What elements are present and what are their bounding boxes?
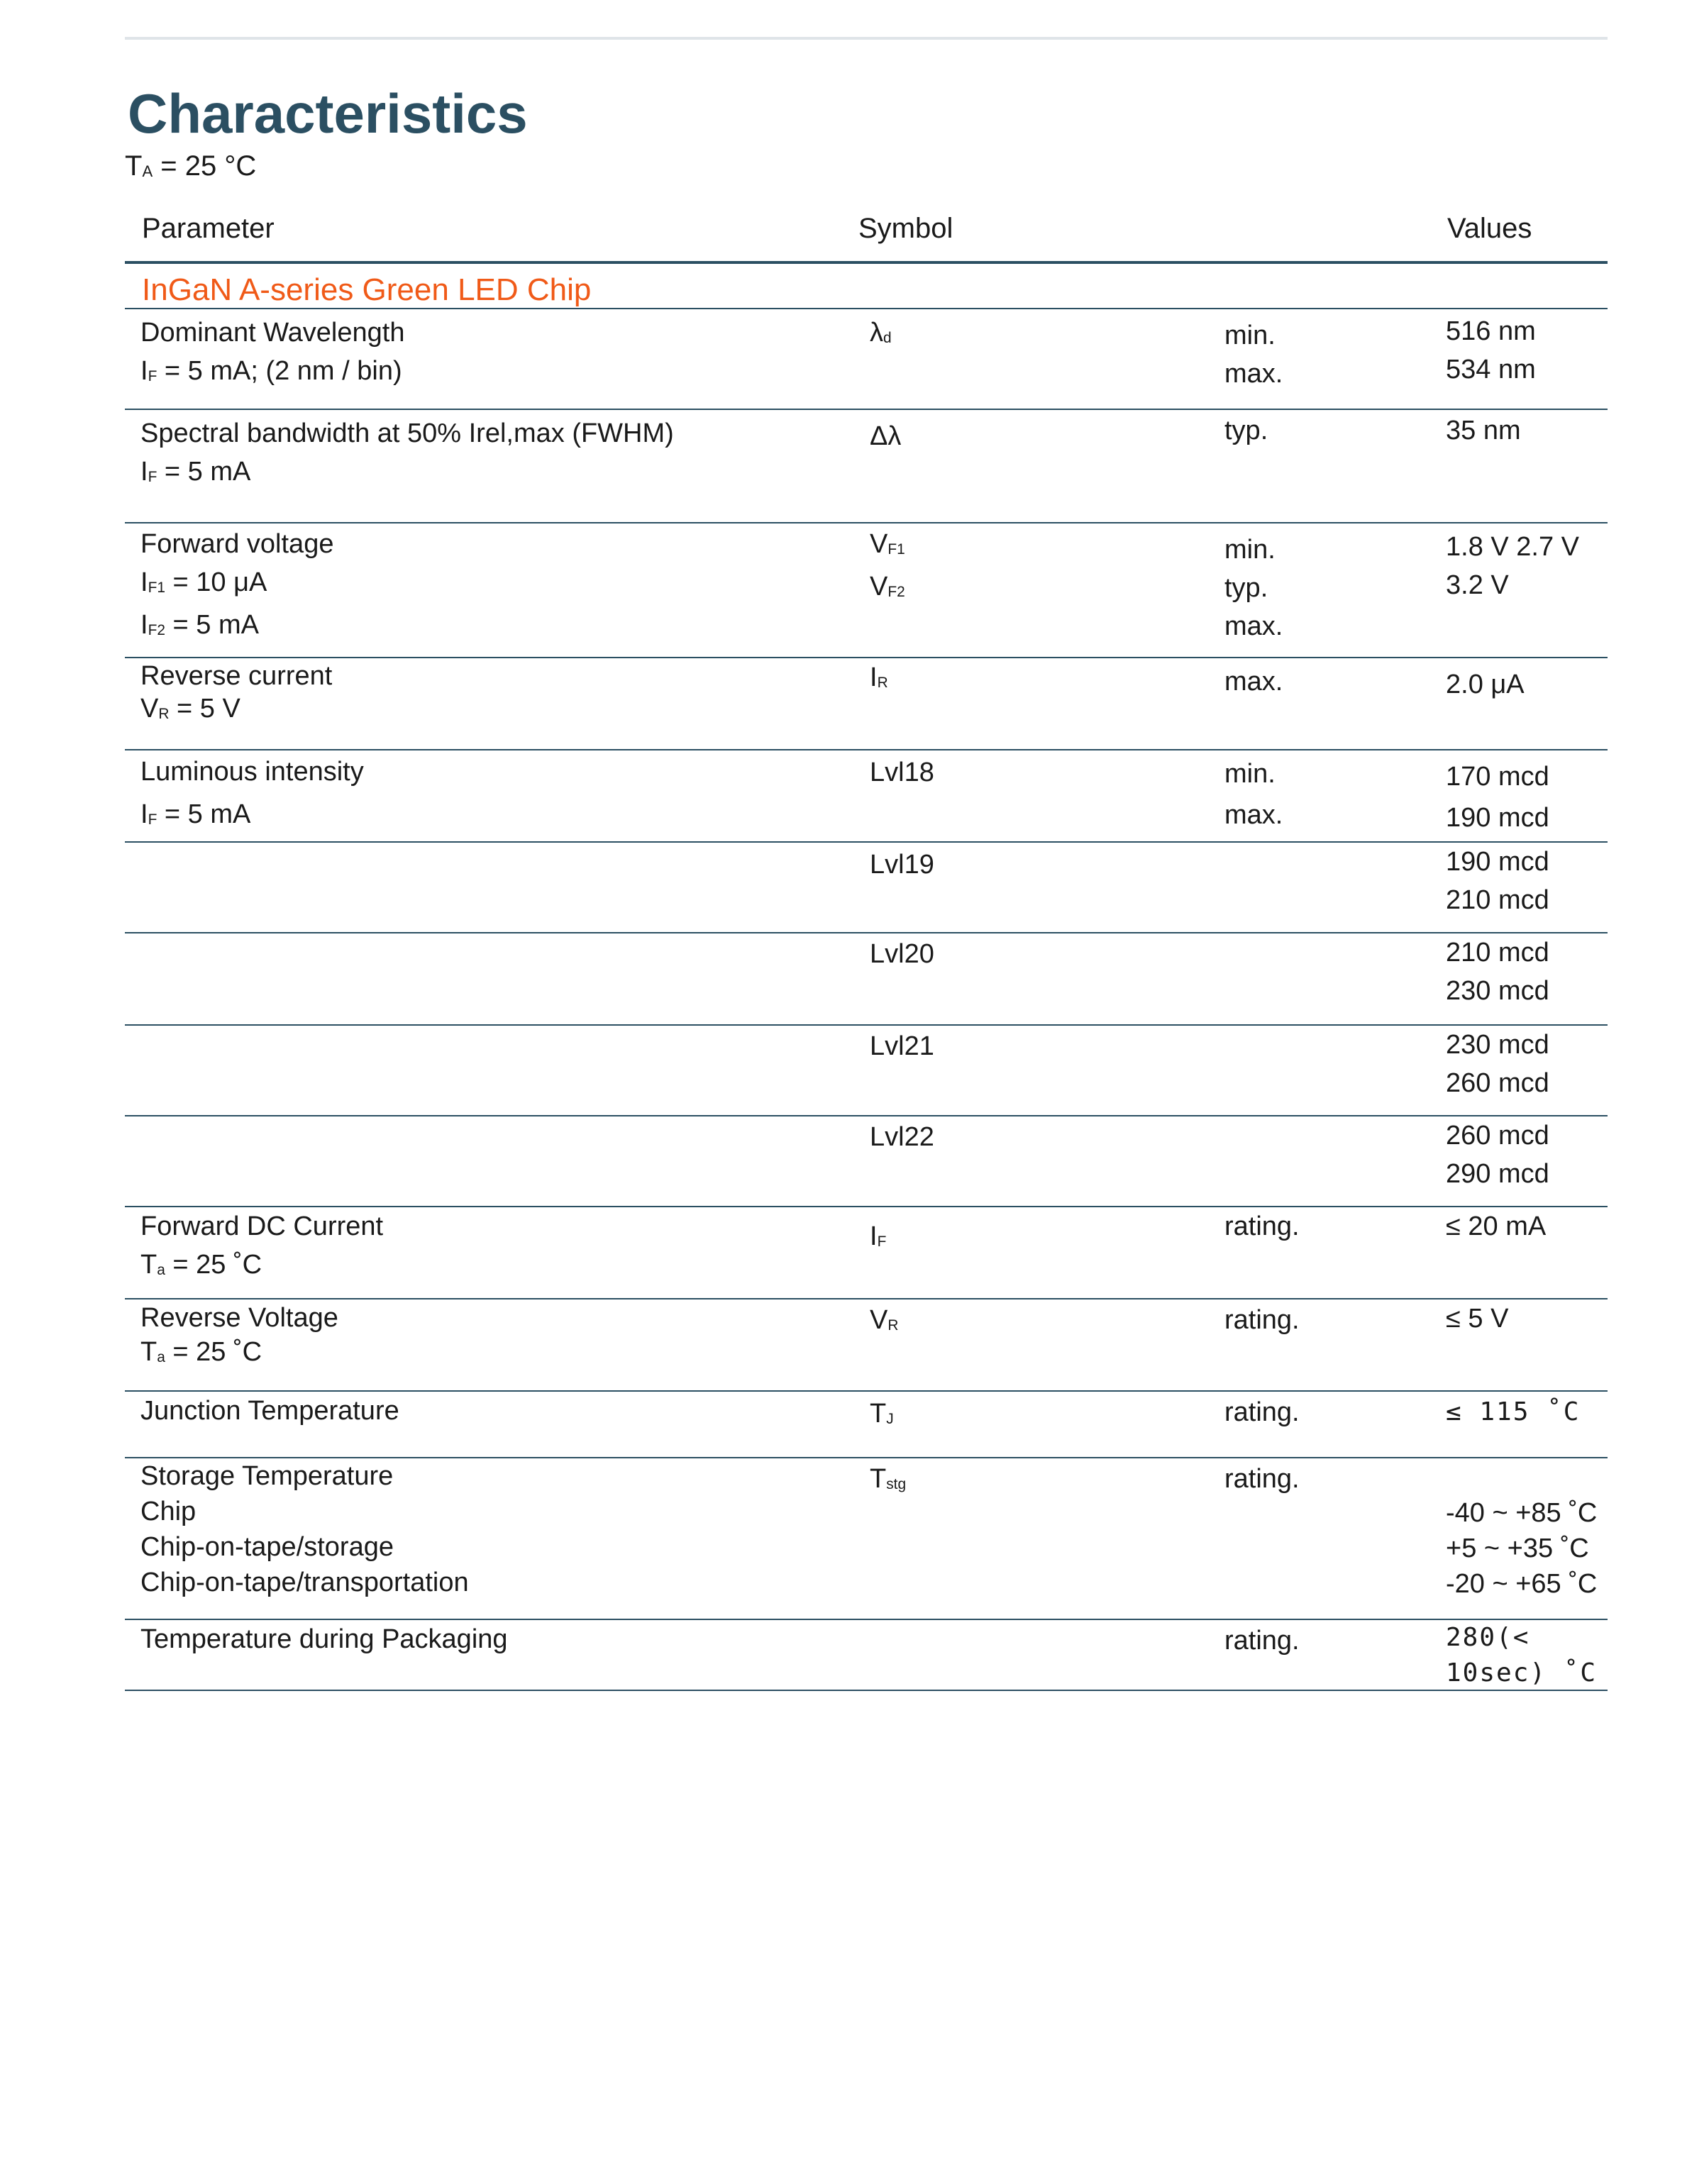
table-row: Junction Temperature TJ rating. ≤ 115 ˚C xyxy=(125,1392,1608,1458)
table-row: Lvl19 190 mcd 210 mcd xyxy=(125,843,1608,933)
table-row: Forward voltage IF1 = 10 μA IF2 = 5 mA VF1 VF2 min. typ. max. 1.8 V 2.7 V 3.2 V xyxy=(125,523,1608,658)
table-row: Lvl21 230 mcd 260 mcd xyxy=(125,1026,1608,1116)
ambient-condition: TA = 25 °C xyxy=(125,150,257,182)
top-rule xyxy=(125,37,1608,40)
table-row: Reverse Voltage Ta = 25 ˚C VR rating. ≤ 5 V xyxy=(125,1299,1608,1392)
table-row: Lvl22 260 mcd 290 mcd xyxy=(125,1116,1608,1207)
table-row: Forward DC Current Ta = 25 ˚C IF rating. ≤ 20 mA xyxy=(125,1207,1608,1299)
section-heading: InGaN A-series Green LED Chip xyxy=(125,264,1608,309)
table-row: Luminous intensity IF = 5 mA Lvl18 min. max. 170 mcd 190 mcd xyxy=(125,750,1608,843)
characteristics-table xyxy=(125,192,1608,1691)
header-symbol: Symbol xyxy=(858,213,953,244)
table-header xyxy=(125,192,1608,264)
table-row: Storage Temperature Chip Chip-on-tape/storage Chip-on-tape/transportation Tstg rating. -40 ~ +85 ˚C +5 ~ +35 ˚C -20 ~ +65 ˚C xyxy=(125,1458,1608,1620)
header-parameter: Parameter xyxy=(142,213,275,244)
table-row: Lvl20 210 mcd 230 mcd xyxy=(125,933,1608,1026)
table-row: Temperature during Packaging rating. 280(< 10sec) ˚C xyxy=(125,1620,1608,1691)
table-row: Spectral bandwidth at 50% Irel,max (FWHM) IF = 5 mA Δλ typ. 35 nm xyxy=(125,410,1608,523)
page-title: Characteristics xyxy=(128,82,528,145)
header-values: Values xyxy=(1447,213,1532,244)
table-row: Reverse current VR = 5 V IR max. 2.0 μA xyxy=(125,658,1608,750)
table-row: Dominant Wavelength IF = 5 mA; (2 nm / bin) λd min. max. 516 nm 534 nm xyxy=(125,309,1608,410)
